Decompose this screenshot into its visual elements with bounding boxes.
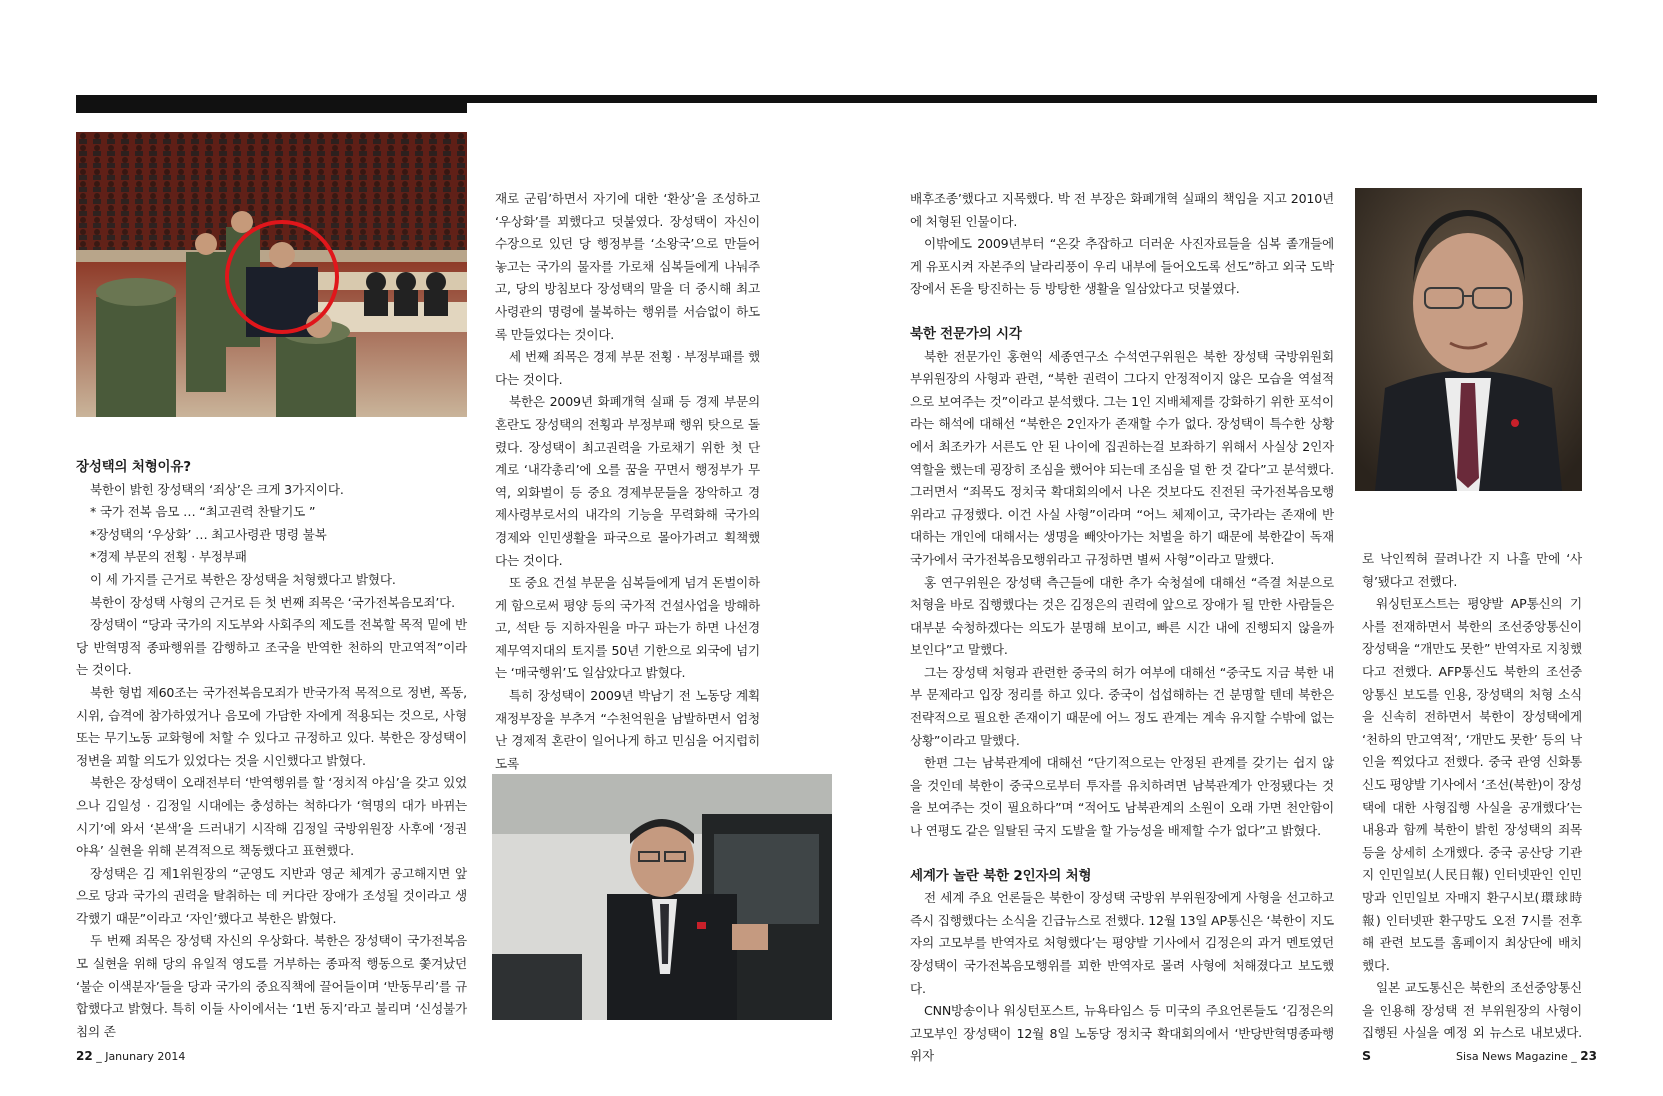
- paragraph: CNN방송이나 워싱턴포스트, 뉴욕타임스 등 미국의 주요언론들도 ‘김정은의 고모부인 장성택이 12월 8일 노동당 정치국 확대회의에서 ‘반당반혁명종파행위자: [910, 1003, 1334, 1064]
- paragraph: 이밖에도 2009년부터 “온갖 추잡하고 더러운 사진자료들을 심복 졸개들에게 유포시켜 자본주의 날라리풍이 우리 내부에 들어오도록 선도”하고 외국 도박장에서 돈을 탕진하는 등 방탕한 생활을 일삼았다고 덧붙였다.: [910, 236, 1334, 297]
- article-column-3: [910, 188, 1334, 1068]
- section-heading-world-reaction: 세계가 놀란 북한 2인자의 처형: [910, 867, 1092, 884]
- header-thin-rule: [467, 95, 1597, 103]
- paragraph: 재로 군림’하면서 자기에 대한 ‘환상’을 조성하고 ‘우상화’를 꾀했다고 덧붙였다. 장성택이 자신이 수장으로 있던 당 행정부를 ‘소왕국’으로 만들어놓고는 국가의 물자를 가로채 심복들에게 나눠주고, 당의 방침보다 장성택의 말을 더 중시해 최고사령관의 명령에 불복하는 행위를 서슴없이 하도록 만들었다는 것이다.: [495, 191, 760, 342]
- photo-man-exiting-car: [492, 774, 832, 1020]
- paragraph: 장성택은 김 제1위원장의 “군영도 지반과 영군 체계가 공고해지면 앞으로 당과 국가의 권력을 탈취하는 데 커다란 장애가 조성될 것이라고 생각했기 때문”이라고 ‘자인’했다고 북한은 밝혔다.: [76, 865, 467, 926]
- folio-left: [76, 1049, 185, 1063]
- paragraph: 홍 연구위원은 장성택 측근들에 대한 추가 숙청설에 대해선 “즉결 처분으로 처형을 바로 집행했다는 것은 김정은의 권력에 앞으로 장애가 될 만한 사람들은 대부분 숙청하겠다는 의도가 분명해 보이고, 빠른 시간 내에 진행되지 않을까 보인다”고 말했다.: [910, 574, 1334, 658]
- header-thick-rule: [76, 95, 467, 113]
- paragraph-text: 일본 교도통신은 북한의 조선중앙통신을 인용해 장성택 전 부위원장의 사형이 집행된 사실을 예정 외 뉴스로 내보냈다.: [1362, 980, 1582, 1041]
- folio-right: [1456, 1049, 1597, 1063]
- list-item: * 국가 전복 음모 … “최고권력 찬탈기도 ”: [90, 504, 316, 520]
- paragraph: 워싱턴포스트는 평양발 AP통신의 기사를 전재하면서 북한의 조선중앙통신이 장성택을 “개만도 못한” 반역자로 지칭했다고 전했다. AFP통신도 북한의 조선중앙통신 보도를 인용, 장성택의 처형 소식을 신속히 전하면서 북한이 장성택에게 ‘천하의 만고역적’, ‘개만도 못한’ 등의 낙인을 찍었다고 전했다. 중국 관영 신화통신도 평양발 기사에서 ‘조선(북한)이 장성택에 대한 사형집행 사실을 공개했다’는 내용과 함께 북한이 밝힌 장성택의 죄목 등을 상세히 소개했다. 중국 공산당 기관지 인민일보(人民日報) 인터넷판인 인민망과 인민일보 자매지 환구시보(環球時報) 인터넷판 환구망도 오전 7시를 전후해 관련 보도를 홈페이지 최상단에 배치했다.: [1362, 596, 1582, 973]
- section-heading-expert-view: 북한 전문가의 시각: [910, 325, 1022, 342]
- paragraph: 두 번째 죄목은 장성택 자신의 우상화다. 북한은 장성택이 국가전복음모 실현을 위해 당의 유일적 영도를 거부하는 종파적 행동으로 쫓겨났던 ‘불순 이색분자’들을 당과 국가의 중요직책에 끌어들이며 ‘반동무리’를 규합했다고 밝혔다. 특히 이들 사이에서는 ‘1번 동지’라고 불리며 ‘신성불가침의 존: [76, 933, 467, 1039]
- car-illustration: [492, 774, 832, 1020]
- portrait-illustration: [1355, 188, 1582, 491]
- photo-portrait: [1355, 188, 1582, 491]
- list-item: *장성택의 ‘우상화’ … 최고사령관 명령 불복: [90, 526, 327, 542]
- page-number-right: 23: [1580, 1049, 1597, 1063]
- article-column-4: [1362, 548, 1582, 1068]
- page-number-left: 22: [76, 1049, 93, 1063]
- paragraph: 북한 전문가인 홍현익 세종연구소 수석연구위원은 북한 장성택 국방위원회 부위원장의 사형과 관련, “북한 권력이 그다지 안정적이지 않은 모습을 역설적으로 보여주는 것”이라고 분석했다. 그는 1인 지배체제를 강화하기 위한 포석이라는 해석에 대해선 “북한은 2인자가 존재할 수가 없다. 장성택이 특수한 상황에서 최조카가 서른도 안 된 나이에 집권하는걸 보좌하기 위해서 사실상 2인자 역할을 했는데 굉장히 조심을 했어야 되는데 조심을 덜 한 것 같다”고 분석했다. 그러면서 “죄목도 정치국 확대회의에서 나온 것보다도 진전된 국가전복음모행위라고 규정했다. 이건 사실 사형”이라며 “어느 체제이고, 국가라는 존재에 반대하는 개인에 대해서는 생명을 빼앗아가는 처벌을 하기 때문에 북한같이 독재 국가에서 국가전복음모행위라고 규정하면 별써 사형”이라고 말했다.: [910, 348, 1334, 567]
- section-heading-execution-reasons: 장성택의 처형이유?: [76, 459, 191, 475]
- paragraph: 세 번째 죄목은 경제 부문 전횡 · 부정부패를 했다는 것이다.: [495, 349, 760, 387]
- photo-assembly-arrest: [76, 132, 467, 417]
- paragraph: 북한 형법 제60조는 국가전복음모죄가 반국가적 목적으로 정변, 폭동, 시위, 습격에 참가하였거나 음모에 가담한 자에게 적용되는 것으로, 사형 또는 무기노동 교화형에 처할 수 있다고 규정하고 있다. 북한은 장성택이 정변을 꾀할 의도가 있었다는 것을 시인했다고 밝혔다.: [76, 684, 467, 768]
- paragraph: 배후조종’했다고 지목했다. 박 전 부장은 화폐개혁 실패의 책임을 지고 2010년에 처형된 인물이다.: [910, 191, 1334, 229]
- paragraph: 로 낙인찍혀 끌려나간 지 나흘 만에 ‘사형’됐다고 전했다.: [1362, 551, 1582, 589]
- paragraph: 북한은 장성택이 오래전부터 ‘반역행위를 할 ‘정치적 야심’을 갖고 있었으나 김일성 · 김정일 시대에는 충성하는 척하다가 ‘혁명의 대가 바뀌는 시기’에 와서 ‘본색’을 드러내기 시작해 김정일 국방위원장 사후에 ‘정권야욕’ 실현을 위해 본격적으로 책동했다고 표현했다.: [76, 775, 467, 859]
- folio-left-text: _ Janunary 2014: [96, 1050, 186, 1063]
- end-of-article-mark: S: [1362, 1048, 1371, 1064]
- paragraph: 그는 장성택 처형과 관련한 중국의 허가 여부에 대해선 “중국도 지금 북한 내부 문제라고 입장 정리를 하고 있다. 중국이 섭섭해하는 건 분명할 텐데 북한은 전략적으로 필요한 존재이기 때문에 어느 정도 관계는 계속 유지할 수밖에 없는 상황”이라고 말했다.: [910, 664, 1334, 748]
- assembly-illustration: [76, 132, 467, 417]
- paragraph: 북한은 2009년 화폐개혁 실패 등 경제 부문의 혼란도 장성택의 전횡과 부정부패 행위 탓으로 돌렸다. 장성택이 최고권력을 가로채기 위한 첫 단계로 ‘내각총리’에 오를 꿈을 꾸면서 행정부가 무역, 외화벌이 등 중요 경제부문들을 장악하고 경제사령부로서의 내각의 기능을 무력화해 국가의 경제와 인민생활을 파국으로 몰아가려고 획책했다는 것이다.: [495, 394, 760, 568]
- paragraph: 한편 그는 남북관계에 대해선 “단기적으로는 안정된 관계를 갖기는 쉽지 않을 것인데 북한이 중국으로부터 투자를 유치하려면 남북관계가 안정됐다는 것을 보여주는 것이 필요하다”며 “적어도 남북관계의 소원이 오래 가면 천안함이나 연평도 같은 일탈된 국지 도발을 할 가능성을 배제할 수가 없다”고 밝혔다.: [910, 755, 1334, 839]
- folio-right-text: Sisa News Magazine _: [1456, 1050, 1577, 1063]
- list-item: *경제 부문의 전횡 · 부정부패: [90, 549, 247, 565]
- article-column-2: [495, 188, 760, 775]
- paragraph: 북한이 밝힌 장성택의 ‘죄상’은 크게 3가지이다.: [90, 481, 344, 497]
- paragraph: 장성택이 “당과 국가의 지도부와 사회주의 제도를 전복할 목적 밑에 반당 반혁명적 종파행위를 감행하고 조국을 반역한 천하의 만고역적”이라는 것이다.: [76, 617, 467, 678]
- paragraph: 전 세계 주요 언론들은 북한이 장성택 국방위 부위원장에게 사형을 선고하고 즉시 집행했다는 소식을 긴급뉴스로 전했다. 12월 13일 AP통신은 ‘북한이 지도자의 고모부를 반역자로 처형했다’는 평양발 기사에서 김정은의 과거 멘토였던 장성택이 국가전복음모행위를 꾀한 반역자로 몰려 사형에 처해졌다고 보도했다.: [910, 890, 1334, 996]
- article-column-1: [76, 456, 467, 1043]
- paragraph: 이 세 가지를 근거로 북한은 장성택을 처형했다고 밝혔다.: [90, 571, 396, 587]
- paragraph: 북한이 장성택 사형의 근거로 든 첫 번째 죄목은 ‘국가전복음모죄’다.: [90, 594, 455, 610]
- paragraph: 또 중요 건설 부문을 심복들에게 넘겨 돈벌이하게 함으로써 평양 등의 국가적 건설사업을 방해하고, 석탄 등 지하자원을 마구 파는가 하면 나선경제무역지대의 토지를 50년 기한으로 외국에 넘기는 ‘매국행위’도 일삼았다고 밝혔다.: [495, 575, 760, 681]
- paragraph: 특히 장성택이 2009년 박남기 전 노동당 계획재정부장을 부추겨 “수천억원을 남발하면서 엄청난 경제적 혼란이 일어나게 하고 민심을 어지럽히도록: [495, 688, 760, 771]
